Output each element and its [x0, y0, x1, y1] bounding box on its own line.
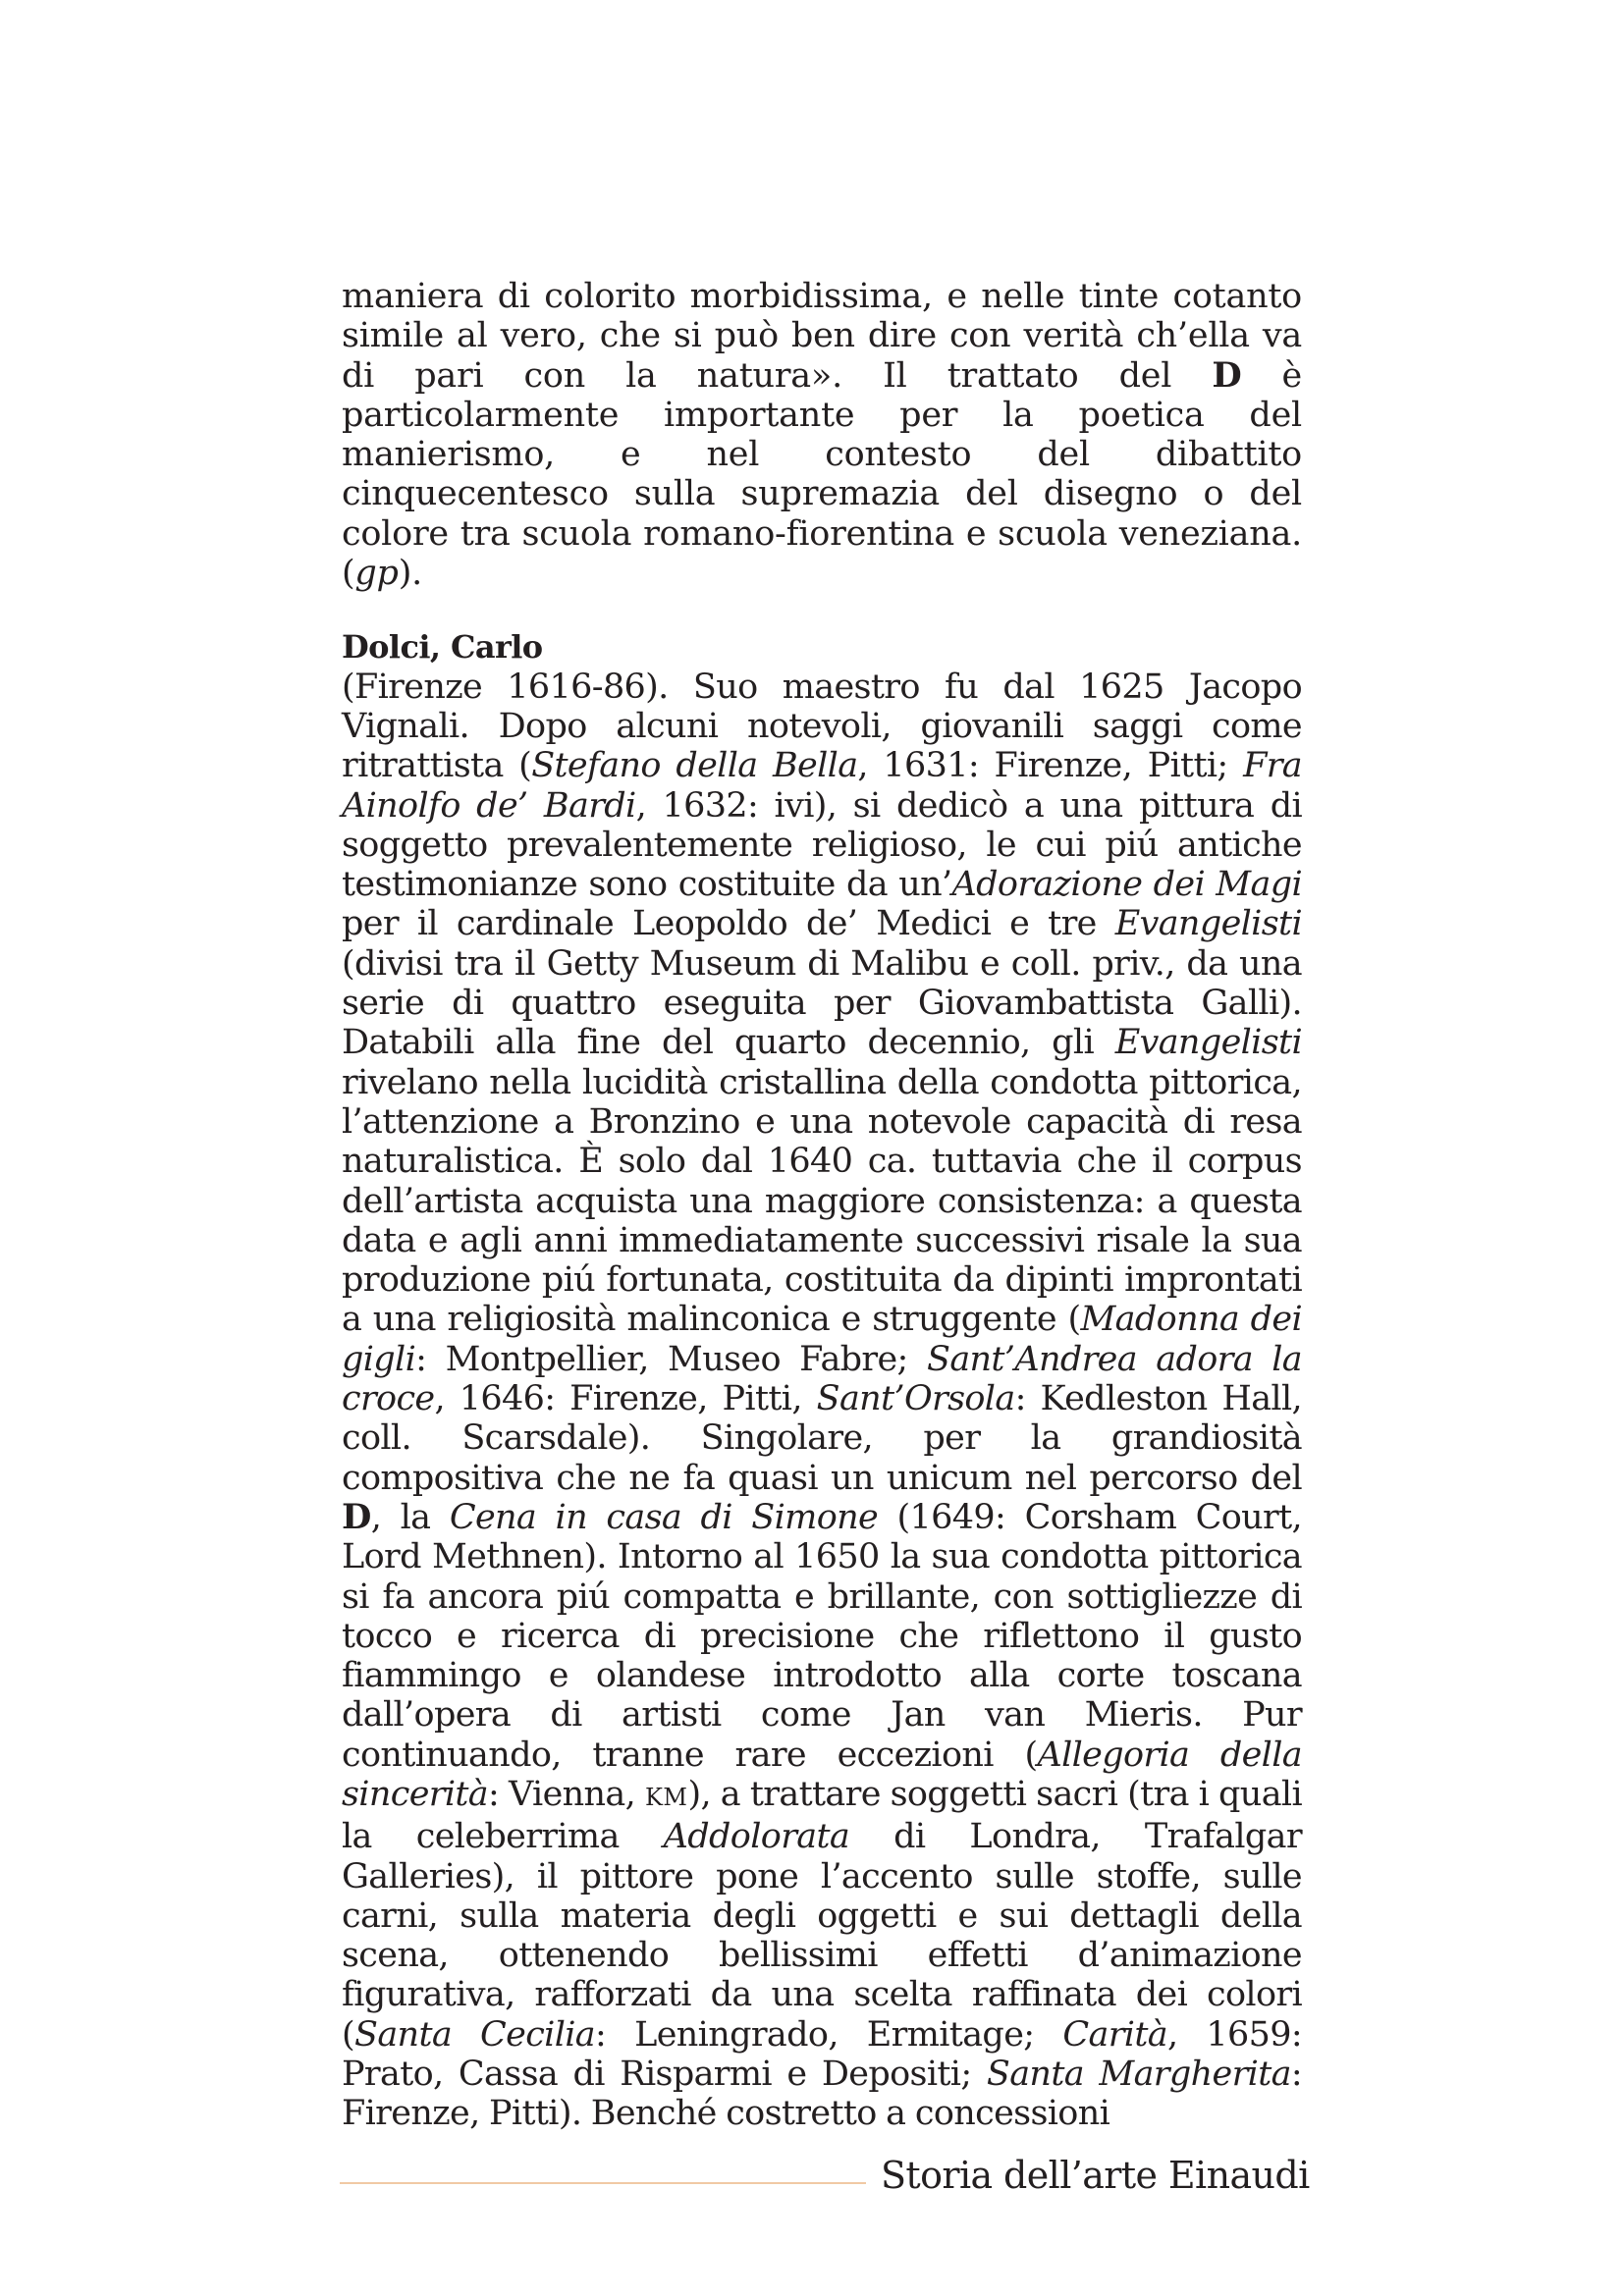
text-column [342, 277, 1302, 2134]
artwork-title: Adorazione dei Magi [951, 865, 1302, 905]
body-text: : Firenze, Pitti). Benché costretto a concessioni [342, 2055, 1302, 2134]
body-text: , 1659: Prato, Cassa di Risparmi e Depositi; [342, 2014, 1302, 2095]
artwork-title: Carità [1062, 2014, 1167, 2055]
artwork-title: Evangelisti [1114, 1023, 1302, 1063]
entry-abbrev: D [342, 1496, 371, 1537]
body-text: , 1646: Firenze, Pitti, [434, 1379, 817, 1419]
body-text: (divisi tra il Getty Museum di Malibu e coll. priv., da una serie di quattro eseguita per Giovambattista Galli). Databili alla fine del quarto decennio, gli [342, 943, 1302, 1063]
body-text: (1649: Corsham Court, Lord Methnen). Intorno al 1650 la sua condotta pittorica si fa ancora piú compatta e brillante, con sottigliezze di tocco e ricerca di precisione che riflettono il gusto fiammingo e olandese introdotto alla corte toscana dall’opera di artisti come Jan van Mieris. Pur continuando, tranne rare eccezioni ( [342, 1497, 1303, 1775]
artwork-title: Sant’Orsola [816, 1379, 1015, 1419]
artwork-title: Cena in casa di Simone [449, 1497, 879, 1537]
intro-text: ). [398, 554, 422, 594]
body-text: : Leningrado, Ermitage; [595, 2014, 1063, 2055]
intro-paragraph [342, 277, 1302, 593]
body-text: , 1631: Firenze, Pitti; [857, 746, 1244, 786]
artwork-title: Evangelisti [1114, 904, 1302, 944]
intro-abbrev: D [1212, 354, 1242, 396]
body-text: ), a trattare soggetti sacri (tra i quali la celeberrima [342, 1774, 1302, 1857]
body-text: di Londra, Trafalgar Galleries), il pittore pone l’accento sulle stoffe, sulle carni, sulla materia degli oggetti e sui dettagli della scena, ottenendo bellissimi effetti d’animazione figurativa, rafforzati da una scelta raffinata dei colori ( [342, 1817, 1302, 2055]
body-text: , 1632: ivi), si dedicò a una pittura di soggetto prevalentemente religioso, le cui piú antiche testimonianze sono costituite da un’ [342, 785, 1302, 905]
artwork-title: Addolorata [663, 1817, 850, 1857]
artwork-title: Allegoria della sincerità [342, 1735, 1302, 1814]
body-text: : Montpellier, Museo Fabre; [415, 1339, 927, 1379]
artwork-title: Stefano della Bella [531, 746, 858, 786]
body-text: per il cardinale Leopoldo de’ Medici e tre [342, 904, 1115, 944]
artwork-title: Madonna dei gigli [342, 1300, 1302, 1379]
artwork-title: Sant’Andrea adora la croce [342, 1339, 1302, 1419]
artwork-title: Fra Ainolfo de’ Bardi [342, 746, 1303, 826]
entry-body [342, 667, 1302, 2134]
body-text: rivelano nella lucidità cristallina della condotta pittorica, l’attenzione a Bronzino e una notevole capacità di resa naturalistica. È solo dal 1640 ca. tuttavia che il corpus dell’artista acquista una maggiore consistenza: a questa data e agli anni immediatamente successivi risale la sua produzione piú fortunata, costituita da dipinti improntati a una religiosità malinconica e struggente ( [342, 1062, 1302, 1340]
entry-title: Dolci, Carlo [342, 628, 543, 667]
body-text: : Kedleston Hall, coll. Scarsdale). Singolare, per la grandiosità compositiva che ne fa quasi un unicum nel percorso del [342, 1379, 1302, 1498]
museum-abbrev: KM [644, 1783, 688, 1811]
intro-text: maniera di colorito morbidissima, e nelle tinte cotanto simile al vero, che si può ben dire con verità ch’ella va di pari con la natura». Il trattato del [342, 277, 1302, 396]
intro-text: è particolarmente importante per la poetica del manierismo, e nel contesto del dibattito cinquecentesco sulla supremazia del disegno o del colore tra scuola romano-fiorentina e scuola veneziana. ( [342, 355, 1303, 594]
body-text: (Firenze 1616-86). Suo maestro fu dal 1625 Jacopo Vignali. Dopo alcuni notevoli, giovanili saggi come ritrattista ( [342, 667, 1302, 786]
footer-publisher: Storia dell’arte Einaudi [881, 2154, 1310, 2197]
body-text: , la [370, 1497, 450, 1537]
body-text: : Vienna, [488, 1774, 645, 1814]
author-initials: gp [354, 554, 399, 594]
footer-rule [340, 2182, 866, 2184]
artwork-title: Santa Cecilia [354, 2014, 596, 2055]
artwork-title: Santa Margherita [986, 2055, 1291, 2095]
